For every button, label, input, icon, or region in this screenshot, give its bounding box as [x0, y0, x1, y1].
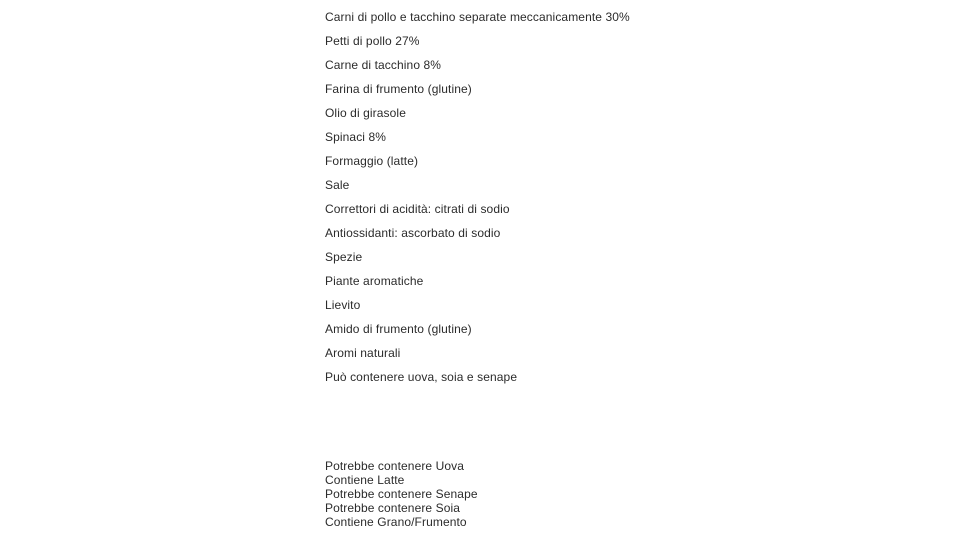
- ingredients-list: [325, 0, 630, 388]
- ingredient-item: Olio di girasole: [325, 106, 406, 120]
- allergen-line: Contiene Latte: [325, 473, 405, 487]
- ingredient-item: Lievito: [325, 298, 361, 312]
- ingredient-item: Formaggio (latte): [325, 154, 419, 168]
- allergen-line: Contiene Grano/Frumento: [325, 515, 467, 529]
- ingredient-item: Aromi naturali: [325, 346, 401, 360]
- ingredient-item: Carne di tacchino 8%: [325, 58, 442, 72]
- ingredient-item: Amido di frumento (glutine): [325, 322, 472, 336]
- allergen-line: Potrebbe contenere Soia: [325, 501, 461, 515]
- ingredient-item: Antiossidanti: ascorbato di sodio: [325, 226, 501, 240]
- allergen-line: Potrebbe contenere Uova: [325, 459, 465, 473]
- ingredient-item: Piante aromatiche: [325, 274, 424, 288]
- allergen-line: Potrebbe contenere Senape: [325, 487, 478, 501]
- ingredient-item: Correttori di acidità: citrati di sodio: [325, 202, 510, 216]
- ingredient-item: Farina di frumento (glutine): [325, 82, 472, 96]
- ingredient-item: Può contenere uova, soia e senape: [325, 370, 518, 384]
- ingredient-item: Petti di pollo 27%: [325, 34, 420, 48]
- ingredient-item: Spezie: [325, 250, 363, 264]
- allergen-info-block: [325, 459, 478, 529]
- ingredient-item: Spinaci 8%: [325, 130, 387, 144]
- ingredient-item: Sale: [325, 178, 350, 192]
- ingredient-item: Carni di pollo e tacchino separate meccanicamente 30%: [325, 10, 630, 24]
